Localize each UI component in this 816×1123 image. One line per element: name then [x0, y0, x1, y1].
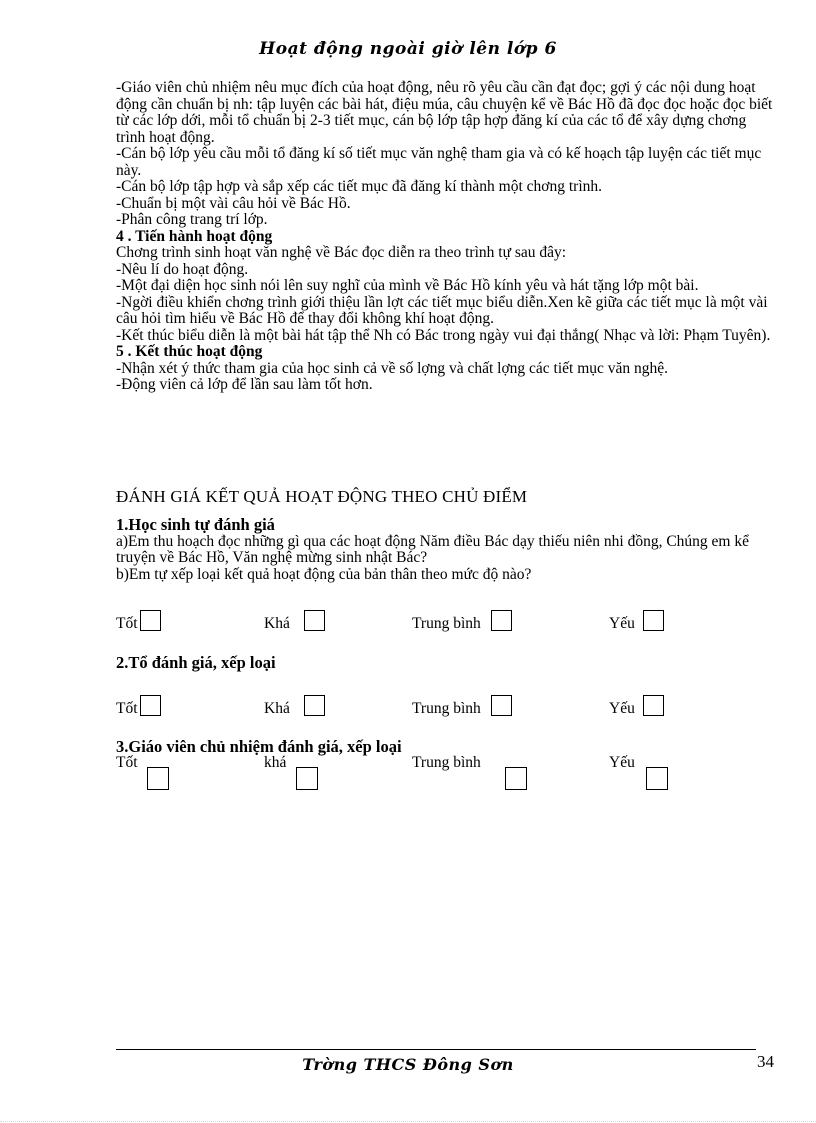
group-eval-heading: 2.Tổ đánh giá, xếp loại [116, 653, 276, 672]
body-line: -Giáo viên chủ nhiệm nêu mục đích của hoạt động, nêu rõ yêu cầu cần đạt đọc; gợi ý các nội dung hoạt động cần chuẩn bị nh: tập luyện các bài hát, điệu múa, câu chuyện kể về Bác Hồ đã đọc đọc hoặc đọc biết từ các lớp dới, mỗi tổ chuẩn bị 2-3 tiết mục, cán bộ lớp tập hợp đăng kí của các tổ để xây dựng chơng trình hoạt động. [116, 79, 773, 146]
rating-checkbox[interactable] [643, 610, 664, 631]
rating-checkbox[interactable] [491, 610, 512, 631]
page-header: Hoạt động ngoài giờ lên lớp 6 [259, 39, 557, 59]
rating-option [412, 610, 512, 633]
rating-label: Trung bình [412, 700, 481, 717]
rating-label: Yếu [609, 700, 635, 717]
footer-school: Trờng THCS Đông Sơn [302, 1055, 514, 1074]
body-line: -Nêu lí do hoạt động. [116, 260, 249, 278]
rating-checkbox[interactable] [646, 767, 668, 790]
rating-checkbox[interactable] [643, 695, 664, 716]
rating-option [116, 610, 161, 633]
rating-label: Tốt [116, 700, 138, 717]
rating-label: Tốt [116, 754, 138, 771]
body-line: -Ngời điều khiển chơng trình giới thiệu lần lợt các tiết mục biểu diễn.Xen kẽ giữa các tiết mục là một vài câu hỏi tìm hiểu về Bác Hồ để thay đổi không khí hoạt động. [116, 293, 768, 327]
rating-checkbox[interactable] [505, 767, 527, 790]
rating-label: Khá [264, 700, 290, 717]
page-number: 34 [757, 1052, 774, 1071]
rating-option [116, 695, 161, 718]
rating-option [609, 610, 664, 633]
body-line: -Một đại diện học sinh nói lên suy nghĩ của mình về Bác Hồ kính yêu và hát tặng lớp một bài. [116, 277, 699, 294]
rating-option [264, 610, 325, 633]
self-eval-question-b: b)Em tự xếp loại kết quả hoạt động của bản thân theo mức độ nào? [116, 565, 532, 583]
rating-label: Khá [264, 615, 290, 632]
body-line: Chơng trình sinh hoạt văn nghệ về Bác đọc diễn ra theo trình tự sau đây: [116, 244, 567, 261]
rating-checkbox[interactable] [140, 695, 161, 716]
rating-row-1 [0, 610, 816, 640]
page-edge [0, 1121, 816, 1122]
rating-label: Yếu [609, 615, 635, 632]
body-line: -Nhận xét ý thức tham gia của học sinh cả về số lợng và chất lợng các tiết mục văn nghệ. [116, 359, 669, 377]
section-heading-4: 4 . Tiến hành hoạt động [116, 227, 273, 245]
body-line: -Động viên cả lớp để lần sau làm tốt hơn. [116, 376, 373, 393]
rating-label: khá [264, 754, 287, 771]
rating-label: Tốt [116, 615, 138, 632]
rating-option [264, 695, 325, 718]
self-eval-question-a: a)Em thu hoạch đọc những gì qua các hoạt động Năm điều Bác dạy thiếu niên nhi đồng, Chúng em kể truyện về Bác Hồ, Văn nghệ mừng sinh nhật Bác? [116, 532, 749, 566]
evaluation-title: ĐÁNH GIÁ KẾT QUẢ HOẠT ĐỘNG THEO CHỦ ĐIỂM [116, 487, 528, 506]
rating-checkbox[interactable] [296, 767, 318, 790]
footer-divider [116, 1049, 756, 1050]
rating-label: Yếu [609, 754, 635, 771]
rating-checkbox[interactable] [147, 767, 169, 790]
teacher-eval-heading: 3.Giáo viên chủ nhiệm đánh giá, xếp loại [116, 737, 402, 756]
rating-label: Trung bình [412, 615, 481, 632]
body-line: -Chuẩn bị một vài câu hỏi về Bác Hồ. [116, 194, 351, 212]
self-evaluation [116, 517, 776, 583]
self-eval-heading: 1.Học sinh tự đánh giá [116, 515, 275, 534]
body-line: -Cán bộ lớp tập hợp và sắp xếp các tiết mục đã đăng kí thành một chơng trình. [116, 178, 603, 195]
rating-checkbox[interactable] [491, 695, 512, 716]
rating-checkbox[interactable] [304, 610, 325, 631]
body-line: -Cán bộ lớp yêu cầu mỗi tổ đăng kí số tiết mục văn nghệ tham gia và có kế hoạch tập luyện các tiết mục này. [116, 145, 762, 179]
body-line: -Kết thúc biểu diễn là một bài hát tập thể Nh có Bác trong ngày vui đại thắng( Nhạc và lời: Phạm Tuyên). [116, 326, 771, 344]
rating-option [412, 695, 512, 718]
rating-row-2 [0, 695, 816, 725]
rating-checkbox[interactable] [140, 610, 161, 631]
body-line: -Phân công trang trí lớp. [116, 211, 268, 228]
rating-label: Trung bình [412, 754, 481, 771]
section-heading-5: 5 . Kết thúc hoạt động [116, 343, 263, 360]
rating-checkbox[interactable] [304, 695, 325, 716]
rating-option [609, 695, 664, 718]
activity-body [116, 80, 776, 394]
